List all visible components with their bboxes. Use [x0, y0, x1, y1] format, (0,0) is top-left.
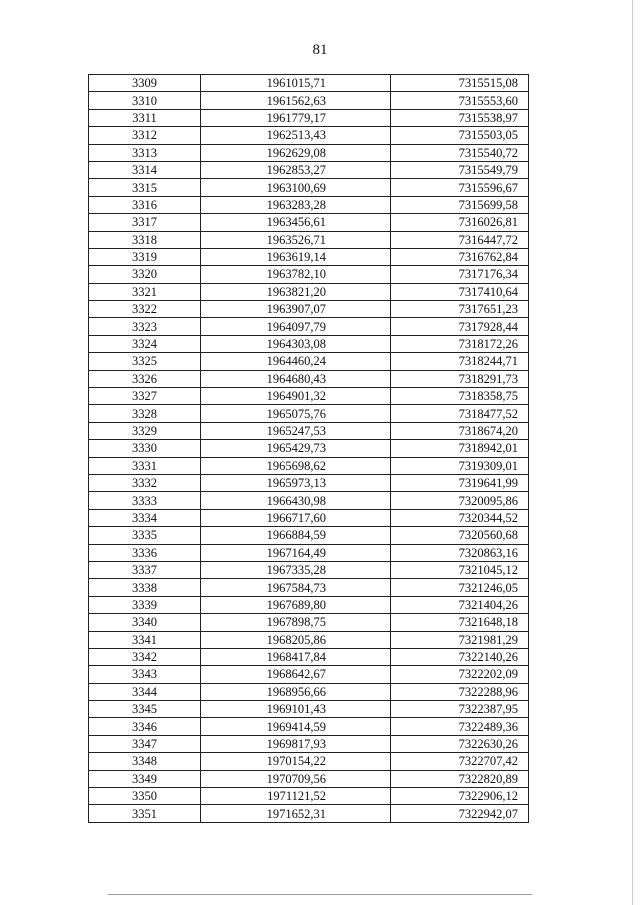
page-number: 81: [312, 42, 328, 58]
x-coordinate-cell: 1963526,71: [201, 231, 391, 248]
point-number-cell: 3322: [89, 301, 201, 318]
point-number-cell: 3338: [89, 579, 201, 596]
table-row: [89, 109, 529, 126]
table-row: [89, 509, 529, 526]
y-coordinate-cell: 7316762,84: [391, 248, 529, 265]
y-coordinate-cell: 7320344,52: [391, 509, 529, 526]
point-number-cell: 3342: [89, 648, 201, 665]
y-coordinate-cell: 7315549,79: [391, 161, 529, 178]
x-coordinate-cell: 1969817,93: [201, 735, 391, 752]
table-row: [89, 579, 529, 596]
point-number-cell: 3331: [89, 457, 201, 474]
x-coordinate-cell: 1963456,61: [201, 214, 391, 231]
y-coordinate-cell: 7317410,64: [391, 283, 529, 300]
coordinates-table: [88, 74, 529, 823]
point-number-cell: 3313: [89, 144, 201, 161]
point-number-cell: 3348: [89, 753, 201, 770]
x-coordinate-cell: 1967164,49: [201, 544, 391, 561]
point-number-cell: 3340: [89, 614, 201, 631]
table-row: [89, 231, 529, 248]
table-row: [89, 561, 529, 578]
table-row: [89, 596, 529, 613]
table-row: [89, 161, 529, 178]
y-coordinate-cell: 7322942,07: [391, 805, 529, 822]
point-number-cell: 3311: [89, 109, 201, 126]
y-coordinate-cell: 7322906,12: [391, 788, 529, 805]
x-coordinate-cell: 1963100,69: [201, 179, 391, 196]
table-row: [89, 631, 529, 648]
y-coordinate-cell: 7315596,67: [391, 179, 529, 196]
x-coordinate-cell: 1964901,32: [201, 388, 391, 405]
point-number-cell: 3350: [89, 788, 201, 805]
point-number-cell: 3309: [89, 75, 201, 92]
table-row: [89, 422, 529, 439]
table-row: [89, 318, 529, 335]
x-coordinate-cell: 1966717,60: [201, 509, 391, 526]
table-row: [89, 75, 529, 92]
x-coordinate-cell: 1964680,43: [201, 370, 391, 387]
y-coordinate-cell: 7319309,01: [391, 457, 529, 474]
point-number-cell: 3334: [89, 509, 201, 526]
point-number-cell: 3343: [89, 666, 201, 683]
x-coordinate-cell: 1963821,20: [201, 283, 391, 300]
x-coordinate-cell: 1965075,76: [201, 405, 391, 422]
x-coordinate-cell: 1967584,73: [201, 579, 391, 596]
point-number-cell: 3326: [89, 370, 201, 387]
point-number-cell: 3310: [89, 92, 201, 109]
y-coordinate-cell: 7322288,96: [391, 683, 529, 700]
table-row: [89, 266, 529, 283]
y-coordinate-cell: 7317928,44: [391, 318, 529, 335]
x-coordinate-cell: 1968956,66: [201, 683, 391, 700]
x-coordinate-cell: 1967335,28: [201, 561, 391, 578]
y-coordinate-cell: 7320863,16: [391, 544, 529, 561]
y-coordinate-cell: 7318172,26: [391, 335, 529, 352]
y-coordinate-cell: 7320560,68: [391, 527, 529, 544]
x-coordinate-cell: 1961015,71: [201, 75, 391, 92]
table-row: [89, 335, 529, 352]
x-coordinate-cell: 1971121,52: [201, 788, 391, 805]
x-coordinate-cell: 1968417,84: [201, 648, 391, 665]
y-coordinate-cell: 7321981,29: [391, 631, 529, 648]
table-row: [89, 527, 529, 544]
table-row: [89, 701, 529, 718]
y-coordinate-cell: 7318477,52: [391, 405, 529, 422]
table-row: [89, 301, 529, 318]
point-number-cell: 3314: [89, 161, 201, 178]
y-coordinate-cell: 7320095,86: [391, 492, 529, 509]
x-coordinate-cell: 1965973,13: [201, 474, 391, 491]
table-row: [89, 683, 529, 700]
x-coordinate-cell: 1963782,10: [201, 266, 391, 283]
y-coordinate-cell: 7321648,18: [391, 614, 529, 631]
x-coordinate-cell: 1970709,56: [201, 770, 391, 787]
y-coordinate-cell: 7315503,05: [391, 127, 529, 144]
table-row: [89, 666, 529, 683]
point-number-cell: 3315: [89, 179, 201, 196]
point-number-cell: 3328: [89, 405, 201, 422]
table-row: [89, 770, 529, 787]
y-coordinate-cell: 7322630,26: [391, 735, 529, 752]
y-coordinate-cell: 7315553,60: [391, 92, 529, 109]
point-number-cell: 3337: [89, 561, 201, 578]
x-coordinate-cell: 1962853,27: [201, 161, 391, 178]
x-coordinate-cell: 1970154,22: [201, 753, 391, 770]
point-number-cell: 3341: [89, 631, 201, 648]
point-number-cell: 3345: [89, 701, 201, 718]
table-row: [89, 614, 529, 631]
point-number-cell: 3320: [89, 266, 201, 283]
y-coordinate-cell: 7315538,97: [391, 109, 529, 126]
point-number-cell: 3325: [89, 353, 201, 370]
point-number-cell: 3333: [89, 492, 201, 509]
point-number-cell: 3344: [89, 683, 201, 700]
table-row: [89, 214, 529, 231]
point-number-cell: 3336: [89, 544, 201, 561]
x-coordinate-cell: 1965698,62: [201, 457, 391, 474]
y-coordinate-cell: 7319641,99: [391, 474, 529, 491]
table-row: [89, 474, 529, 491]
point-number-cell: 3347: [89, 735, 201, 752]
x-coordinate-cell: 1969101,43: [201, 701, 391, 718]
x-coordinate-cell: 1964303,08: [201, 335, 391, 352]
table-row: [89, 648, 529, 665]
y-coordinate-cell: 7318358,75: [391, 388, 529, 405]
point-number-cell: 3312: [89, 127, 201, 144]
point-number-cell: 3346: [89, 718, 201, 735]
point-number-cell: 3324: [89, 335, 201, 352]
table-row: [89, 92, 529, 109]
point-number-cell: 3351: [89, 805, 201, 822]
table-row: [89, 457, 529, 474]
table-row: [89, 405, 529, 422]
y-coordinate-cell: 7317176,34: [391, 266, 529, 283]
x-coordinate-cell: 1966430,98: [201, 492, 391, 509]
point-number-cell: 3319: [89, 248, 201, 265]
point-number-cell: 3321: [89, 283, 201, 300]
point-number-cell: 3349: [89, 770, 201, 787]
x-coordinate-cell: 1968205,86: [201, 631, 391, 648]
y-coordinate-cell: 7315699,58: [391, 196, 529, 213]
table-row: [89, 388, 529, 405]
table-row: [89, 440, 529, 457]
point-number-cell: 3330: [89, 440, 201, 457]
y-coordinate-cell: 7318942,01: [391, 440, 529, 457]
table-row: [89, 735, 529, 752]
point-number-cell: 3339: [89, 596, 201, 613]
y-coordinate-cell: 7322707,42: [391, 753, 529, 770]
table-row: [89, 718, 529, 735]
x-coordinate-cell: 1961562,63: [201, 92, 391, 109]
x-coordinate-cell: 1969414,59: [201, 718, 391, 735]
y-coordinate-cell: 7322489,36: [391, 718, 529, 735]
x-coordinate-cell: 1964460,24: [201, 353, 391, 370]
point-number-cell: 3329: [89, 422, 201, 439]
table-row: [89, 179, 529, 196]
x-coordinate-cell: 1967898,75: [201, 614, 391, 631]
x-coordinate-cell: 1963619,14: [201, 248, 391, 265]
y-coordinate-cell: 7315515,08: [391, 75, 529, 92]
right-edge-rule: [632, 0, 633, 905]
x-coordinate-cell: 1966884,59: [201, 527, 391, 544]
y-coordinate-cell: 7321045,12: [391, 561, 529, 578]
y-coordinate-cell: 7318674,20: [391, 422, 529, 439]
table-row: [89, 127, 529, 144]
table-row: [89, 370, 529, 387]
point-number-cell: 3323: [89, 318, 201, 335]
point-number-cell: 3327: [89, 388, 201, 405]
y-coordinate-cell: 7321404,26: [391, 596, 529, 613]
x-coordinate-cell: 1962513,43: [201, 127, 391, 144]
table-row: [89, 283, 529, 300]
y-coordinate-cell: 7322140,26: [391, 648, 529, 665]
x-coordinate-cell: 1965429,73: [201, 440, 391, 457]
table-row: [89, 492, 529, 509]
table-row: [89, 805, 529, 822]
table-row: [89, 544, 529, 561]
y-coordinate-cell: 7316026,81: [391, 214, 529, 231]
x-coordinate-cell: 1968642,67: [201, 666, 391, 683]
y-coordinate-cell: 7321246,05: [391, 579, 529, 596]
y-coordinate-cell: 7322387,95: [391, 701, 529, 718]
coordinates-table-body: [89, 75, 529, 823]
x-coordinate-cell: 1961779,17: [201, 109, 391, 126]
table-row: [89, 196, 529, 213]
y-coordinate-cell: 7318244,71: [391, 353, 529, 370]
x-coordinate-cell: 1971652,31: [201, 805, 391, 822]
table-row: [89, 248, 529, 265]
x-coordinate-cell: 1963907,07: [201, 301, 391, 318]
x-coordinate-cell: 1962629,08: [201, 144, 391, 161]
point-number-cell: 3335: [89, 527, 201, 544]
point-number-cell: 3318: [89, 231, 201, 248]
table-row: [89, 353, 529, 370]
table-row: [89, 144, 529, 161]
y-coordinate-cell: 7316447,72: [391, 231, 529, 248]
point-number-cell: 3317: [89, 214, 201, 231]
point-number-cell: 3332: [89, 474, 201, 491]
y-coordinate-cell: 7322202,09: [391, 666, 529, 683]
x-coordinate-cell: 1963283,28: [201, 196, 391, 213]
x-coordinate-cell: 1964097,79: [201, 318, 391, 335]
y-coordinate-cell: 7317651,23: [391, 301, 529, 318]
x-coordinate-cell: 1967689,80: [201, 596, 391, 613]
table-row: [89, 753, 529, 770]
bottom-rule: [108, 894, 532, 895]
table-row: [89, 788, 529, 805]
y-coordinate-cell: 7315540,72: [391, 144, 529, 161]
point-number-cell: 3316: [89, 196, 201, 213]
y-coordinate-cell: 7318291,73: [391, 370, 529, 387]
y-coordinate-cell: 7322820,89: [391, 770, 529, 787]
x-coordinate-cell: 1965247,53: [201, 422, 391, 439]
